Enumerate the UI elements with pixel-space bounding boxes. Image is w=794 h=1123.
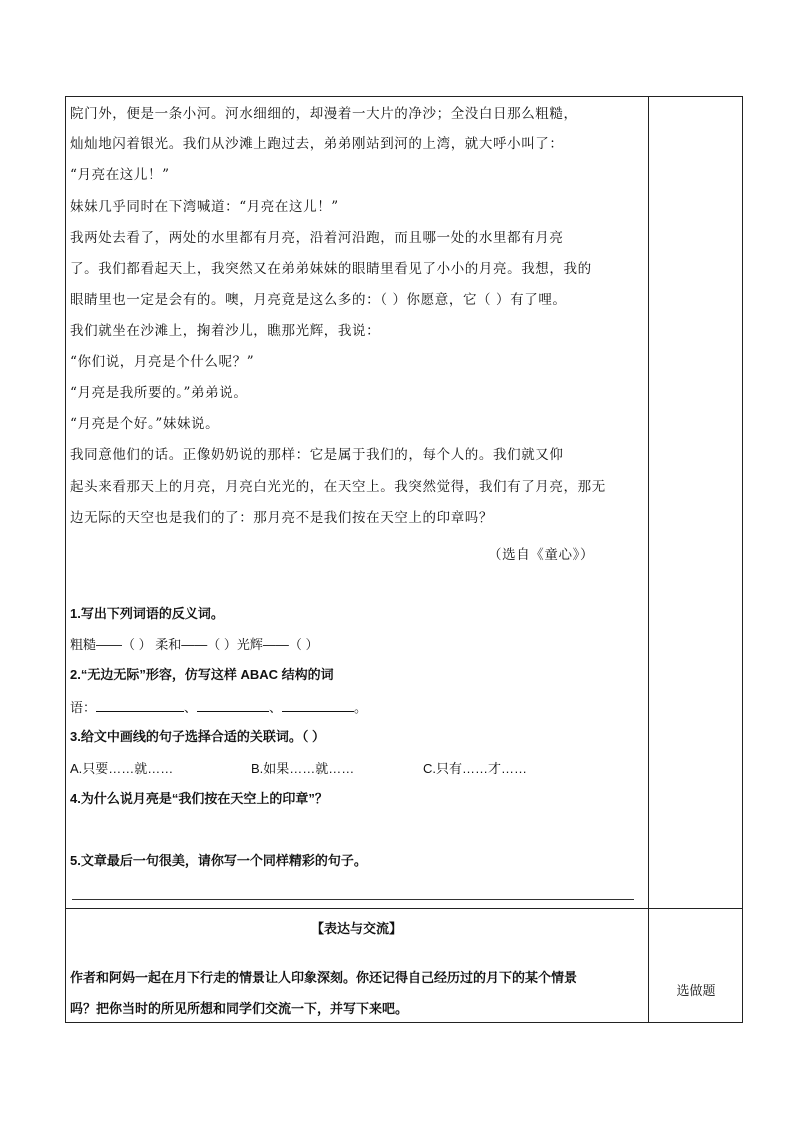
section-title: 【表达与交流】 (310, 921, 402, 936)
passage-line: “月亮是我所要的。”弟弟说。 (70, 385, 248, 401)
option-c[interactable]: C.只有……才…… (423, 761, 528, 776)
row-divider (65, 908, 743, 909)
passage-line: “月亮是个好。”妹妹说。 (70, 416, 220, 432)
question-3: 3.给文中画线的句子选择合适的关联词。（ ） (70, 729, 325, 744)
passage-line: 院门外，便是一条小河。河水细细的，却漫着一大片的净沙；全没白日那么粗糙， (70, 106, 578, 122)
passage-line: 灿灿地闪着银光。我们从沙滩上跑过去，弟弟刚站到河的上湾，就大呼小叫了： (70, 136, 564, 152)
passage-line: 眼睛里也一定是会有的。噢，月亮竟是这么多的：（ ）你愿意，它（ ）有了哩。 (70, 292, 567, 308)
question-2-blanks (70, 698, 367, 716)
answer-blank[interactable] (96, 698, 184, 712)
expression-prompt-line: 作者和阿妈一起在月下行走的情景让人印象深刻。你还记得自己经历过的月下的某个情景 (70, 970, 578, 985)
passage-line: 了。我们都看起天上，我突然又在弟弟妹妹的眼睛里看见了小小的月亮。我想，我的 (70, 261, 592, 277)
passage-line: 我们就坐在沙滩上，掬着沙儿，瞧那光辉，我说： (70, 323, 381, 339)
passage-line: “月亮在这儿！” (70, 167, 170, 183)
passage-line: 我同意他们的话。正像奶奶说的那样：它是属于我们的，每个人的。我们就又仰 (70, 447, 564, 463)
question-4: 4.为什么说月亮是“我们按在天空上的印章”？ (70, 791, 328, 806)
answer-blank[interactable] (197, 698, 269, 712)
question-1-items: 粗糙——（ ） 柔和——（ ）光辉——（ ） (70, 637, 319, 652)
option-b[interactable]: B.如果……就…… (251, 761, 355, 776)
question-5: 5.文章最后一句很美，请你写一个同样精彩的句子。 (70, 853, 367, 868)
passage-line: 妹妹几乎同时在下湾喊道：“月亮在这儿！” (70, 199, 339, 215)
passage-line: “你们说，月亮是个什么呢？” (70, 354, 255, 370)
optional-label: 选做题 (676, 983, 716, 998)
expression-prompt-line: 吗？把你当时的所见所想和同学们交流一下，并写下来吧。 (70, 1001, 409, 1016)
separator: 、 (269, 700, 283, 715)
passage-source: （选自《童心》） (488, 547, 595, 563)
separator: 、 (184, 700, 198, 715)
answer-blank[interactable] (282, 698, 354, 712)
answer-line[interactable] (72, 899, 634, 900)
column-divider (648, 96, 649, 1023)
option-a[interactable]: A.只要……就…… (70, 761, 174, 776)
question-2-prefix: 语： (70, 700, 97, 715)
question-1: 1.写出下列词语的反义词。 (70, 606, 224, 621)
passage-line: 我两处去看了，两处的水里都有月亮，沿着河沿跑，而且哪一处的水里都有月亮 (70, 230, 564, 246)
passage-line: 边无际的天空也是我们的了：那月亮不是我们按在天空上的印章吗？ (70, 510, 493, 526)
question-2-end: 。 (354, 700, 368, 715)
question-2: 2.“无边无际”形容，仿写这样 ABAC 结构的词 (70, 667, 334, 682)
passage-line: 起头来看那天上的月亮，月亮白光光的，在天空上。我突然觉得，我们有了月亮，那无 (70, 479, 606, 495)
